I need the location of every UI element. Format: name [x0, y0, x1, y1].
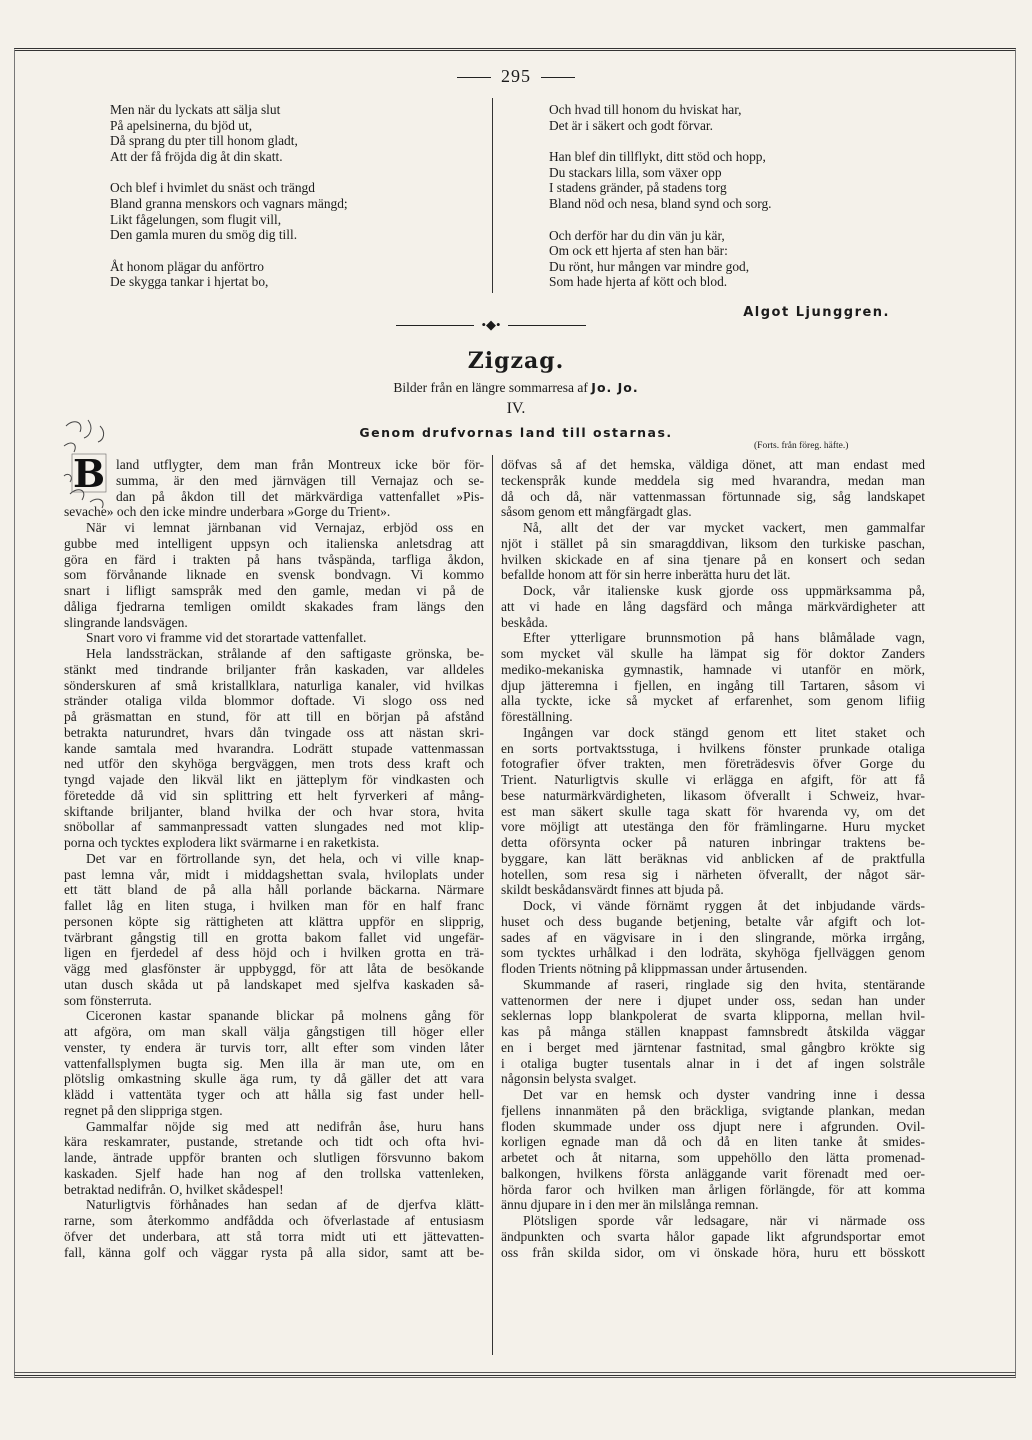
text-line: beskåda. [501, 614, 548, 630]
text-line: att vi hade en lång dagsfärd och många märkvärdigheter att [501, 598, 925, 614]
text-line: oss från skilda sidor, om vi önskade höra, huru ett bösskott [501, 1244, 925, 1260]
text-line: någonsin belysta svalget. [501, 1071, 637, 1087]
text-line: ligen en fjerdedel af dess höjd och i hvilken grotta en trä- [64, 945, 484, 961]
text-line: njöt i stället på sin smaragddivan, liksom den turkiske paschan, [501, 535, 925, 551]
poem-line: Men när du lyckats att sälja slut [110, 102, 281, 117]
article-author: Jo. Jo. [591, 380, 639, 395]
text-line: Ingången var dock stängd genom ett litet staket och [523, 724, 925, 740]
text-line: mediko-mekaniska gymnastik, hamnade vi utanför en mörk, [501, 661, 925, 677]
text-line: Det var en hemsk och dyster vandring inne i dessa [523, 1087, 925, 1102]
text-line: fotografier öfver trakten, men företrädesvis öfver Gorge du [501, 756, 925, 772]
text-line: bese naturmärkvärdigheten, likasom öfverallt i Schweiz, hvar- [501, 787, 925, 803]
text-line: balkongen, hvilkens första anläggande varit förenadt med oer- [501, 1165, 925, 1181]
poem-stanza [110, 259, 470, 290]
text-line: kaskaden. Sjelf hade han nog af den trollska vattenleken, [64, 1165, 484, 1181]
poem-line: Likt fågelungen, som flugit vill, [110, 211, 282, 227]
text-line: est man säkert skulle taga skatt för hvarenda vy, om det [501, 803, 925, 819]
poem-line: Den gamla muren du smög dig till. [110, 227, 298, 243]
text-line: sades af en vägvisare in i den slingrande, mörka irrgång, [501, 929, 925, 945]
chapter-number: IV. [506, 400, 526, 417]
article-title: Zigzag. [467, 348, 565, 374]
text-line: rarne, som återkommo andfådda och öfverlastade af entusiasm [64, 1213, 484, 1228]
text-line: Nå, allt det der var mycket vackert, men gammalfar [523, 520, 925, 535]
article-left-column [64, 457, 484, 1260]
text-line: betraktad nedifrån. O, hvilket skådespel! [64, 1181, 284, 1197]
poem-line: Som hade hjerta af kött och blod. [549, 274, 728, 290]
text-line: vattenfallsplymen bugta sig. Men illa är man ute, om en [64, 1055, 484, 1071]
text-line: utan dusch skåda ut på landskapet med sjelfva kaskaden så- [64, 976, 484, 992]
text-line: vägg med glasfönster är uppbyggd, för att låta de besökande [64, 961, 484, 976]
text-line: Dock, vi vände förnämt ryggen åt det inbjudande värds- [523, 898, 925, 913]
text-line: göra en färd i trakten på hans tvåspända, tarfliga åkdon, [64, 551, 484, 567]
text-line: venster, ty endera är turvis torr, allt efter som vinden låter [64, 1039, 484, 1055]
text-line: ett tätt bland de på alla håll porlande bäckarna. Närmare [64, 882, 484, 898]
text-line: dan på åkdon till det märkvärdiga vattenfallet »Pis- [116, 488, 484, 504]
poem-line: Du rönt, hur mången var mindre god, [549, 258, 750, 274]
page-frame-bottom-rule [14, 1372, 1016, 1378]
text-line: i otaliga bugter tusentals alnar in i det af ingen solstråle [501, 1055, 925, 1071]
ornament-diamond-icon: •◆• [481, 317, 501, 332]
text-line: past lemna vår, midt i middagshettan svala, hviloplats under [64, 866, 484, 882]
text-line: djup jätteremna i fjellen, en ingång till Tartaren, såsom vi [501, 677, 925, 693]
poem-column-divider [492, 98, 493, 293]
poem-stanza [549, 102, 909, 133]
text-line: huset och dess bugande betjening, betalte vår afgift och lot- [501, 913, 925, 929]
page-number [0, 66, 1032, 87]
text-line: som tycktes urhålkad i den lodräta, skyhöga fjellväggen genom [501, 945, 925, 961]
poem-stanza [110, 180, 470, 242]
text-line: Gammalfar nöjde sig med att nedifrån åse, huru hans [86, 1118, 484, 1134]
text-line: stränder otaliga vilda blommor doftade. Vi slogo oss ned [64, 693, 484, 709]
text-line: hotellen, som resa sig i närheten öfverallt, der något sär- [501, 866, 925, 882]
text-line: Ciceronen kastar spanande blickar på molnens gång för [86, 1008, 484, 1024]
text-line: summa, är den med järnvägen till Vernajaz och se- [116, 472, 484, 488]
poem-line: Om ock ett hjerta af sten han bär: [549, 243, 728, 259]
poem-line: Bland nöd och nesa, bland synd och sorg. [549, 195, 772, 211]
article-column-divider [492, 455, 493, 1355]
text-line: lande, äntrade uppför branten och slutligen försvunno bakom [64, 1150, 484, 1165]
text-line: hvilken skickade en af sina tjenare på en konsert och sedan [501, 551, 925, 567]
poem-right-column [549, 102, 909, 306]
poem-line: De skygga tankar i hjertat bo, [110, 274, 269, 290]
text-line: såsom genom ett mångfärgadt glas. [501, 504, 692, 520]
text-line: öfver det underbara, att stå torra midt uti ett jättevatten- [64, 1228, 484, 1244]
poem-line: Att der få fröjda dig åt din skatt. [110, 148, 283, 164]
text-line: porna och tycktes explodera likt svärmarne i en raketkista. [64, 835, 380, 850]
poem-line: I stadens gränder, på stadens torg [549, 180, 727, 196]
text-line: på gräsmattan en stund, för att till en början på afstånd [64, 709, 484, 724]
text-line: kära reskamrater, pustande, stretande och tidt och ofta hvi- [64, 1134, 484, 1150]
article-right-column [501, 457, 925, 1260]
poem-left-column [110, 102, 470, 306]
poem-line: Och hvad till honom du hviskat har, [549, 102, 742, 117]
text-line: föreställning. [501, 709, 573, 724]
drop-cap-letter: B [72, 451, 106, 496]
poem-stanza [110, 102, 470, 164]
text-line: Efter ytterligare brunnsmotion på hans blåmålade vagn, [523, 630, 925, 646]
text-line: ned utför den skyhöga bergväggen, men trots dess kraft och [64, 756, 484, 772]
text-line: slingrande landsvägen. [64, 614, 188, 630]
text-line: Hela landssträckan, strålande af den saftigaste grönska, be- [86, 646, 484, 661]
text-line: kande samtala med hvarandra. Lodrätt stupade vattenmassan [64, 740, 484, 756]
text-line: sevache» och den icke mindre underbara »Gorge du Trient». [64, 504, 391, 520]
section-ornament [396, 318, 586, 334]
text-line: personen köpte sig rättigheten att klättra uppför en slipprig, [64, 913, 484, 929]
text-line: tyngd vajade den likväl likt en jätteplym för vindkasten och [64, 772, 484, 787]
text-line: döfvas så af det hemska, väldiga dönet, att man endast med [501, 457, 925, 472]
poem-line: Åt honom plägar du anförtro [110, 258, 264, 274]
text-line: Dock, vår italienske kusk gjorde oss uppmärksamma på, [523, 583, 925, 598]
text-line: som mycket väl skulle ha lämpat sig för doktor Zanders [501, 646, 925, 661]
text-line: Snart voro vi framme vid det storartade vattenfallet. [86, 630, 367, 646]
text-line: floden Trients nötning på klippmassan under årtusenden. [501, 961, 808, 976]
poem-stanza [549, 149, 909, 211]
text-line: plötslig omkastning skulle äga rum, ty då gäller det att vara [64, 1071, 484, 1087]
text-line: Det var en förtrollande syn, det hela, och vi ville knap- [86, 850, 484, 866]
text-line: vattenormen der nere i djupet under oss, sedan han under [501, 992, 925, 1008]
text-line: vore möjligt att utestänga den för främlingarne. Huru mycket [501, 819, 925, 835]
text-line: stänkt med tindrande briljanter från kaskaden, var alldeles [64, 661, 484, 677]
text-line: arbetet och åt nitarna, som uppehöllo den lätta promenad- [501, 1150, 925, 1165]
text-line: regnet på den slippriga stgen. [64, 1102, 223, 1118]
article-subtitle-text: Bilder från en längre sommarresa af [393, 380, 588, 395]
text-line: snöbollar af sammanpressadt vatten slungades ned mot klip- [64, 819, 484, 835]
text-line: Trient. Naturligtvis skulle vi erlägga en afgift, för att få [501, 772, 925, 787]
article-subtitle [0, 380, 1032, 396]
text-line: Naturligtvis förhånades han sedan af de djerfva klätt- [86, 1197, 484, 1213]
text-line: betrakta naturundret, hvars dån tvingade oss att nästan skri- [64, 724, 484, 740]
text-line: alla tyckte, icke så mycket af erfarenhet, som genom lifiig [501, 693, 925, 709]
poem-line: Då sprang du pter till honom gladt, [110, 133, 298, 149]
poem-line: På apelsinerna, du bjöd ut, [110, 117, 253, 133]
text-line: seklernas lopp blankpolerat de svarta klipporna, mellan hvil- [501, 1008, 925, 1024]
text-line: sönderskuren af små kristallklara, naturliga kanaler, vid hvilkas [64, 677, 484, 693]
text-line: en sorts portvaktsstuga, i hvilkens fönster prunkade otaliga [501, 740, 925, 756]
text-line: byggare, kan lätt beräknas vid anblicken af de praktfulla [501, 850, 925, 866]
text-line: När vi lemnat järnbanan vid Vernajaz, erbjöd oss en [86, 520, 484, 535]
text-line: klädd i vattentäta tyger och att hålla sig fast under hell- [64, 1087, 484, 1102]
poem-line: Och blef i hvimlet du snäst och trängd [110, 180, 315, 196]
poem-line: Bland granna menskors och vagnars mängd; [110, 195, 348, 211]
text-line: ändpunkten och svarta hålor gapade likt afgrundsportar emot [501, 1228, 925, 1244]
poem-line: Han blef din tillflykt, ditt stöd och hopp, [549, 149, 766, 165]
text-line: Plötsligen sporde vår ledsagare, när vi närmade oss [523, 1213, 925, 1228]
text-line: land utflygter, dem man från Montreux icke bör för- [116, 457, 484, 472]
poem-stanza [549, 228, 909, 290]
chapter-title: Genom drufvornas land till ostarnas. [359, 425, 673, 440]
poem-author: Algot Ljunggren. [743, 305, 890, 320]
text-line: korligen egnade man då och då en liten tanke åt smides- [501, 1134, 925, 1150]
text-line: fjellens innanmäten på den bräckliga, svigtande plankan, medan [501, 1102, 925, 1118]
text-line: Skummande af raseri, ringlade sig den hvita, stentärande [523, 976, 925, 992]
text-line: ännu djupare in i den mer än milslånga remnan. [501, 1197, 759, 1213]
text-line: gubbe med intelligent uppsyn och italienska anletsdrag att [64, 535, 484, 551]
text-line: skildt beskådansvärdt finnes att bjuda på. [501, 882, 724, 898]
text-line: snart i lifligt samspråk med den gamle, medan vi på de [64, 583, 484, 598]
text-line: hörda faror och hvilken man årligen förlängde, för att komma [501, 1181, 925, 1197]
poem-line: Du stackars lilla, som växer opp [549, 164, 722, 180]
text-line: fall, känna golf och väggar rysta på alla sidor, samt att be- [64, 1244, 484, 1260]
text-line: som förvånande liknade en svensk bondvagn. Vi kommo [64, 567, 484, 583]
text-line: floden skummade under oss djupt nere i afgrunden. Ovil- [501, 1118, 925, 1134]
text-line: befallde honom att för sin herre inberätta huru det lät. [501, 567, 791, 583]
page-number-text: 295 [501, 66, 531, 86]
text-line: att afgöra, om man skall välja gångstigen till höger eller [64, 1024, 484, 1039]
text-line: då och då, när vattenmassan förtunnade sig, såg landskapet [501, 488, 925, 504]
text-line: teckenspråk kunde meddela sig med hvarandra, medan man [501, 472, 925, 488]
text-line: som fönsterruta. [64, 992, 152, 1008]
text-line: kas på många ställen knappast famnsbredt åtskilda väggar [501, 1024, 925, 1039]
text-line: detta oförsynta ocker på naturen inbringar traktens be- [501, 835, 925, 850]
text-line: skiftande briljanter, bland hvilka der och hvar stora, hvita [64, 803, 484, 819]
text-line: tvärbrant gångstig till en grotta bakom fallet vid ungefär- [64, 929, 484, 945]
text-line: en i berget med järntenar fastnitad, smal gångbro krökte sig [501, 1039, 925, 1055]
text-line: företedde då vid sin splittring ett helt fyrverkeri af mång- [64, 787, 484, 803]
text-line: dåliga fjedrarna temligen omildt skakades fram längs den [64, 598, 484, 614]
continuation-note: (Forts. från föreg. häfte.) [754, 441, 849, 451]
text-line: fallet låg en liten stuga, i hvilken man för en half franc [64, 898, 484, 913]
poem-line: Och derför har du din vän ju kär, [549, 227, 725, 243]
poem-line: Det är i säkert och godt förvar. [549, 117, 713, 133]
